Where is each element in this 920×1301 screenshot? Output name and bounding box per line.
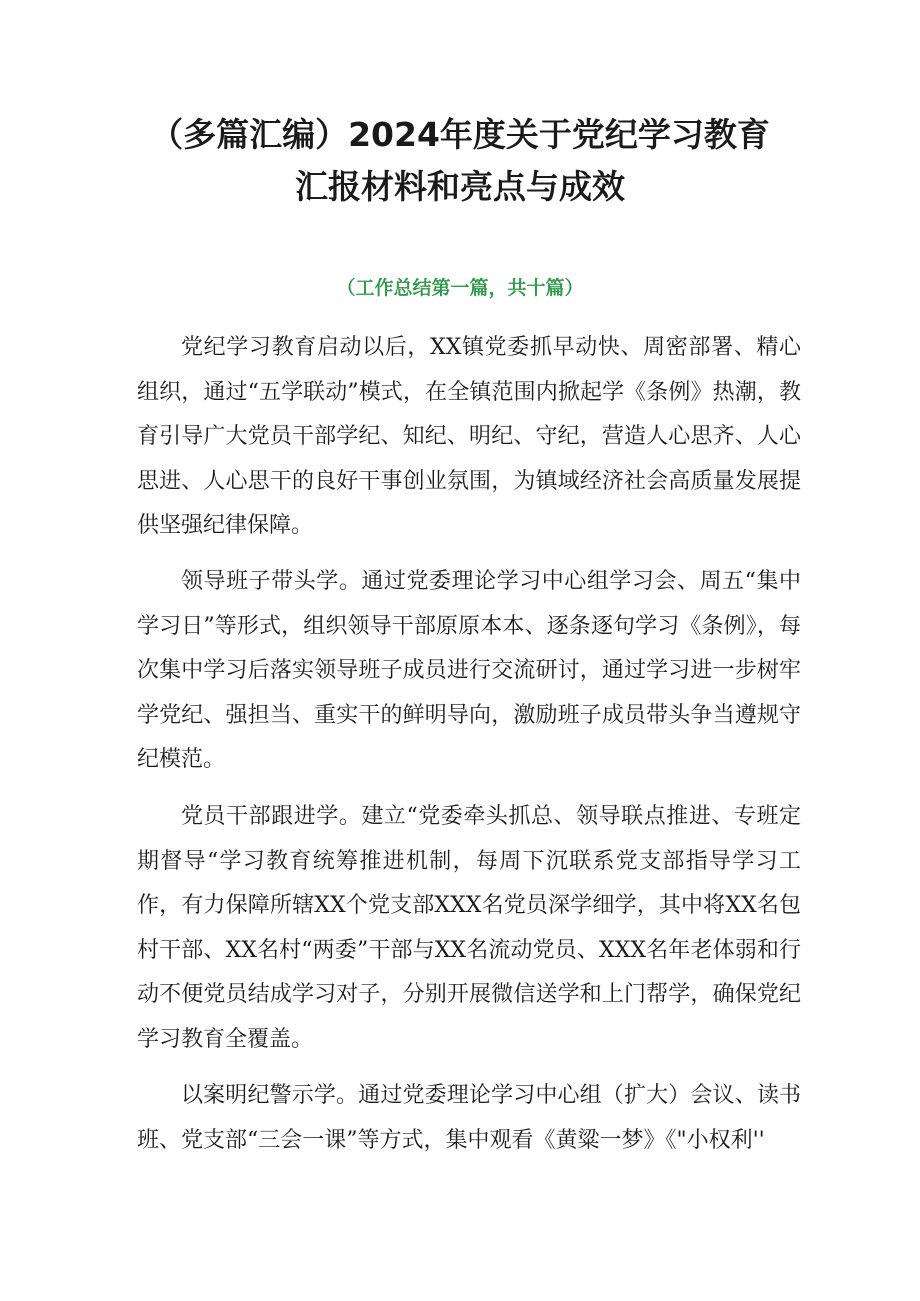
paragraph-1: 党纪学习教育启动以后，XX镇党委抓早动快、周密部署、精心组织，通过“五学联动”模式，在全镇范围内掀起学《条例》热潮，教育引导广大党员干部学纪、知纪、明纪、守纪，营造人心思齐、人心思进、人心思干的良好干事创业氛围，为镇域经济社会高质量发展提供坚强纪律保障。 [137,335,801,539]
document-subtitle: （工作总结第一篇，共十篇） [336,277,584,299]
paragraph-3: 党员干部跟进学。建立“党委牵头抓总、领导联点推进、专班定期督导“学习教育统筹推进机制，每周下沉联系党支部指导学习工作，有力保障所辖XX个党支部XXX名党员深学细学，其中将XX名包村干部、XX名村“两委”干部与XX名流动党员、XXX名年老体弱和行动不便党员结成学习对子，分别开展微信送学和上门帮学，确保党纪学习教育全覆盖。 [137,804,801,1052]
document-title-line-1: （多篇汇编）2024年度关于党纪学习教育 [150,115,770,154]
document-title-line-2: 汇报材料和亮点与成效 [295,167,625,206]
paragraph-4: 以案明纪警示学。通过党委理论学习中心组（扩大）会议、读书班、党支部“三会一课”等方式，集中观看《黄粱一梦》《"小权利'' [137,1083,801,1153]
paragraph-2: 领导班子带头学。通过党委理论学习中心组学习会、周五“集中学习日”等形式，组织领导干部原原本本、逐条逐句学习《条例》，每次集中学习后落实领导班子成员进行交流研讨，通过学习进一步树牢学党纪、强担当、重实干的鲜明导向，激励班子成员带头争当遵规守纪模范。 [137,569,801,773]
